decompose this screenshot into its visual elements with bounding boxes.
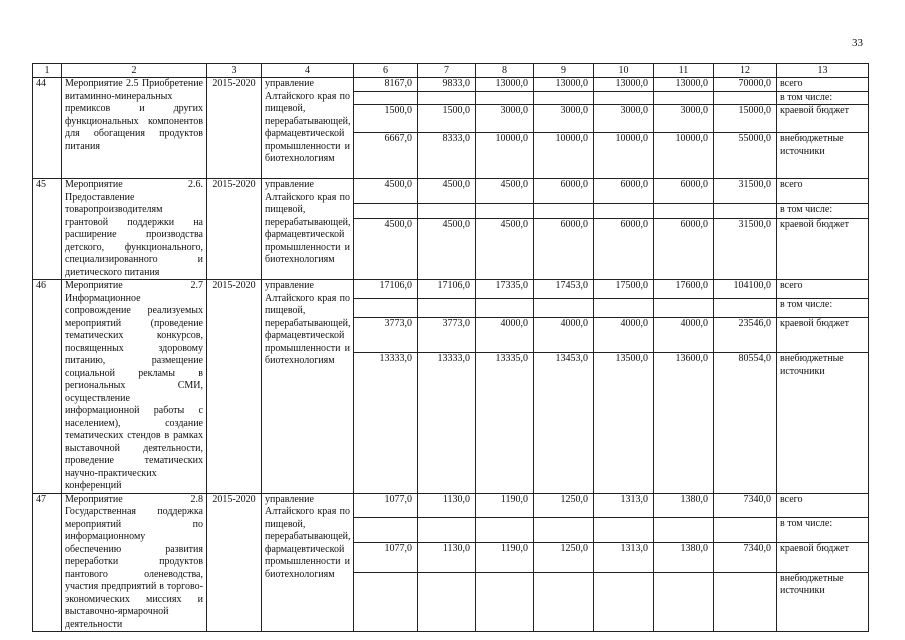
value-cell: 4500,0 [418,179,476,204]
value-cell [418,204,476,218]
value-cell [654,572,714,631]
value-cell: 10000,0 [476,133,534,179]
value-cell [534,298,594,317]
funding-source: всего [777,493,869,518]
funding-source: краевой бюджет [777,317,869,352]
value-cell: 31500,0 [714,218,777,279]
value-cell: 1130,0 [418,493,476,518]
value-cell: 17335,0 [476,280,534,299]
value-cell: 6000,0 [534,179,594,204]
value-cell [354,572,418,631]
value-cell: 17600,0 [654,280,714,299]
value-cell: 4500,0 [418,218,476,279]
value-cell [354,204,418,218]
value-cell: 4500,0 [354,218,418,279]
period: 2015-2020 [207,78,262,179]
value-cell [354,298,418,317]
value-cell [354,91,418,105]
period: 2015-2020 [207,179,262,280]
period: 2015-2020 [207,493,262,632]
value-cell: 3000,0 [476,105,534,133]
value-cell: 31500,0 [714,179,777,204]
value-cell: 23546,0 [714,317,777,352]
value-cell: 4000,0 [534,317,594,352]
value-cell [534,91,594,105]
value-cell: 3000,0 [654,105,714,133]
executor: управление Алтайского края по пищевой, перерабатывающей, фармацевтической промышленности и биотехнологиям [262,78,354,179]
value-cell: 55000,0 [714,133,777,179]
value-cell: 10000,0 [594,133,654,179]
value-cell: 1130,0 [418,543,476,573]
measure-name: Мероприятие 2.7 Информационное сопровождение реализуемых мероприятий (проведение тематических конкурсов, посвященных здоровому питанию, размещение социальной рекламы в региональных СМИ, осуществление информационной работы с населением), создание тематических стендов в рамках выставочной деятельности, проведение тематических научно-практических конференций [62,280,207,494]
table-row [33,179,869,204]
value-cell: 1250,0 [534,493,594,518]
header-row [33,64,869,78]
value-cell: 4500,0 [476,218,534,279]
value-cell: 1313,0 [594,493,654,518]
value-cell: 10000,0 [654,133,714,179]
value-cell [476,572,534,631]
value-cell [714,298,777,317]
measure-name: Мероприятие 2.8 Государственная поддержка мероприятий по информационному обеспечению развития переработки продуктов пантового оленеводства, участия предприятий в торгово-экономических миссиях и выставочно-ярмарочной деятельности [62,493,207,632]
value-cell: 13000,0 [476,78,534,92]
value-cell: 1380,0 [654,543,714,573]
row-number: 45 [33,179,62,280]
value-cell: 6000,0 [654,218,714,279]
column-header: 6 [354,64,418,78]
value-cell: 1250,0 [534,543,594,573]
value-cell: 6667,0 [354,133,418,179]
value-cell: 17106,0 [354,280,418,299]
value-cell [418,572,476,631]
value-cell [654,518,714,543]
value-cell: 4000,0 [476,317,534,352]
value-cell: 13000,0 [534,78,594,92]
value-cell: 4500,0 [354,179,418,204]
value-cell: 7340,0 [714,493,777,518]
column-header: 4 [262,64,354,78]
funding-source: внебюджетные источники [777,353,869,493]
funding-source: краевой бюджет [777,543,869,573]
column-header: 13 [777,64,869,78]
value-cell: 17453,0 [534,280,594,299]
row-number: 44 [33,78,62,179]
value-cell: 3000,0 [594,105,654,133]
value-cell: 1190,0 [476,493,534,518]
value-cell: 3773,0 [418,317,476,352]
column-header: 7 [418,64,476,78]
value-cell: 8333,0 [418,133,476,179]
value-cell: 4500,0 [476,179,534,204]
value-cell [354,518,418,543]
value-cell: 6000,0 [594,179,654,204]
value-cell [714,91,777,105]
value-cell: 13000,0 [654,78,714,92]
column-header: 12 [714,64,777,78]
value-cell: 1313,0 [594,543,654,573]
program-measures-table [32,63,869,632]
value-cell: 13000,0 [594,78,654,92]
value-cell [418,518,476,543]
value-cell [714,204,777,218]
column-header: 9 [534,64,594,78]
value-cell [534,572,594,631]
value-cell: 6000,0 [534,218,594,279]
value-cell [654,204,714,218]
table-row [33,78,869,92]
value-cell: 1500,0 [418,105,476,133]
value-cell [654,91,714,105]
column-header: 8 [476,64,534,78]
funding-source: краевой бюджет [777,218,869,279]
value-cell: 8167,0 [354,78,418,92]
value-cell [476,518,534,543]
measure-name: Мероприятие 2.6. Предоставление товаропроизводителям грантовой поддержки на расширение производства детского, функционального, специализированного и диетического питания [62,179,207,280]
funding-source: внебюджетные источники [777,133,869,179]
value-cell: 6000,0 [654,179,714,204]
value-cell [594,91,654,105]
value-cell: 9833,0 [418,78,476,92]
row-number: 47 [33,493,62,632]
value-cell [594,518,654,543]
value-cell: 1077,0 [354,493,418,518]
column-header: 2 [62,64,207,78]
funding-source: в том числе: [777,204,869,218]
value-cell: 17500,0 [594,280,654,299]
value-cell [594,298,654,317]
value-cell: 104100,0 [714,280,777,299]
value-cell: 3773,0 [354,317,418,352]
value-cell: 7340,0 [714,543,777,573]
value-cell: 13500,0 [594,353,654,493]
funding-source: в том числе: [777,298,869,317]
value-cell: 1190,0 [476,543,534,573]
value-cell: 4000,0 [654,317,714,352]
table-row [33,280,869,299]
value-cell: 13333,0 [418,353,476,493]
value-cell: 1500,0 [354,105,418,133]
value-cell: 10000,0 [534,133,594,179]
executor: управление Алтайского края по пищевой, перерабатывающей, фармацевтической промышленности и биотехнологиям [262,493,354,632]
value-cell: 17106,0 [418,280,476,299]
funding-source: внебюджетные источники [777,572,869,631]
value-cell [418,91,476,105]
executor: управление Алтайского края по пищевой, перерабатывающей, фармацевтической промышленности и биотехнологиям [262,179,354,280]
value-cell: 1380,0 [654,493,714,518]
funding-source: всего [777,280,869,299]
page-number: 33 [852,37,863,49]
value-cell [594,572,654,631]
value-cell [534,204,594,218]
measure-name: Мероприятие 2.5 Приобретение витаминно-минеральных премиксов и других функциональных компонентов для обогащения продуктов питания [62,78,207,179]
value-cell: 13453,0 [534,353,594,493]
value-cell: 4000,0 [594,317,654,352]
value-cell: 13335,0 [476,353,534,493]
value-cell [534,518,594,543]
value-cell: 13600,0 [654,353,714,493]
funding-source: в том числе: [777,518,869,543]
value-cell [476,298,534,317]
column-header: 3 [207,64,262,78]
value-cell [418,298,476,317]
value-cell: 70000,0 [714,78,777,92]
funding-source: всего [777,78,869,92]
value-cell: 1077,0 [354,543,418,573]
value-cell: 6000,0 [594,218,654,279]
value-cell [476,204,534,218]
column-header: 1 [33,64,62,78]
value-cell: 3000,0 [534,105,594,133]
funding-source: всего [777,179,869,204]
funding-source: в том числе: [777,91,869,105]
value-cell [714,518,777,543]
value-cell: 13333,0 [354,353,418,493]
period: 2015-2020 [207,280,262,494]
value-cell [714,572,777,631]
value-cell [476,91,534,105]
column-header: 11 [654,64,714,78]
column-header: 10 [594,64,654,78]
executor: управление Алтайского края по пищевой, перерабатывающей, фармацевтической промышленности и биотехнологиям [262,280,354,494]
value-cell: 80554,0 [714,353,777,493]
value-cell [594,204,654,218]
table-row [33,493,869,518]
value-cell: 15000,0 [714,105,777,133]
value-cell [654,298,714,317]
funding-source: краевой бюджет [777,105,869,133]
row-number: 46 [33,280,62,494]
